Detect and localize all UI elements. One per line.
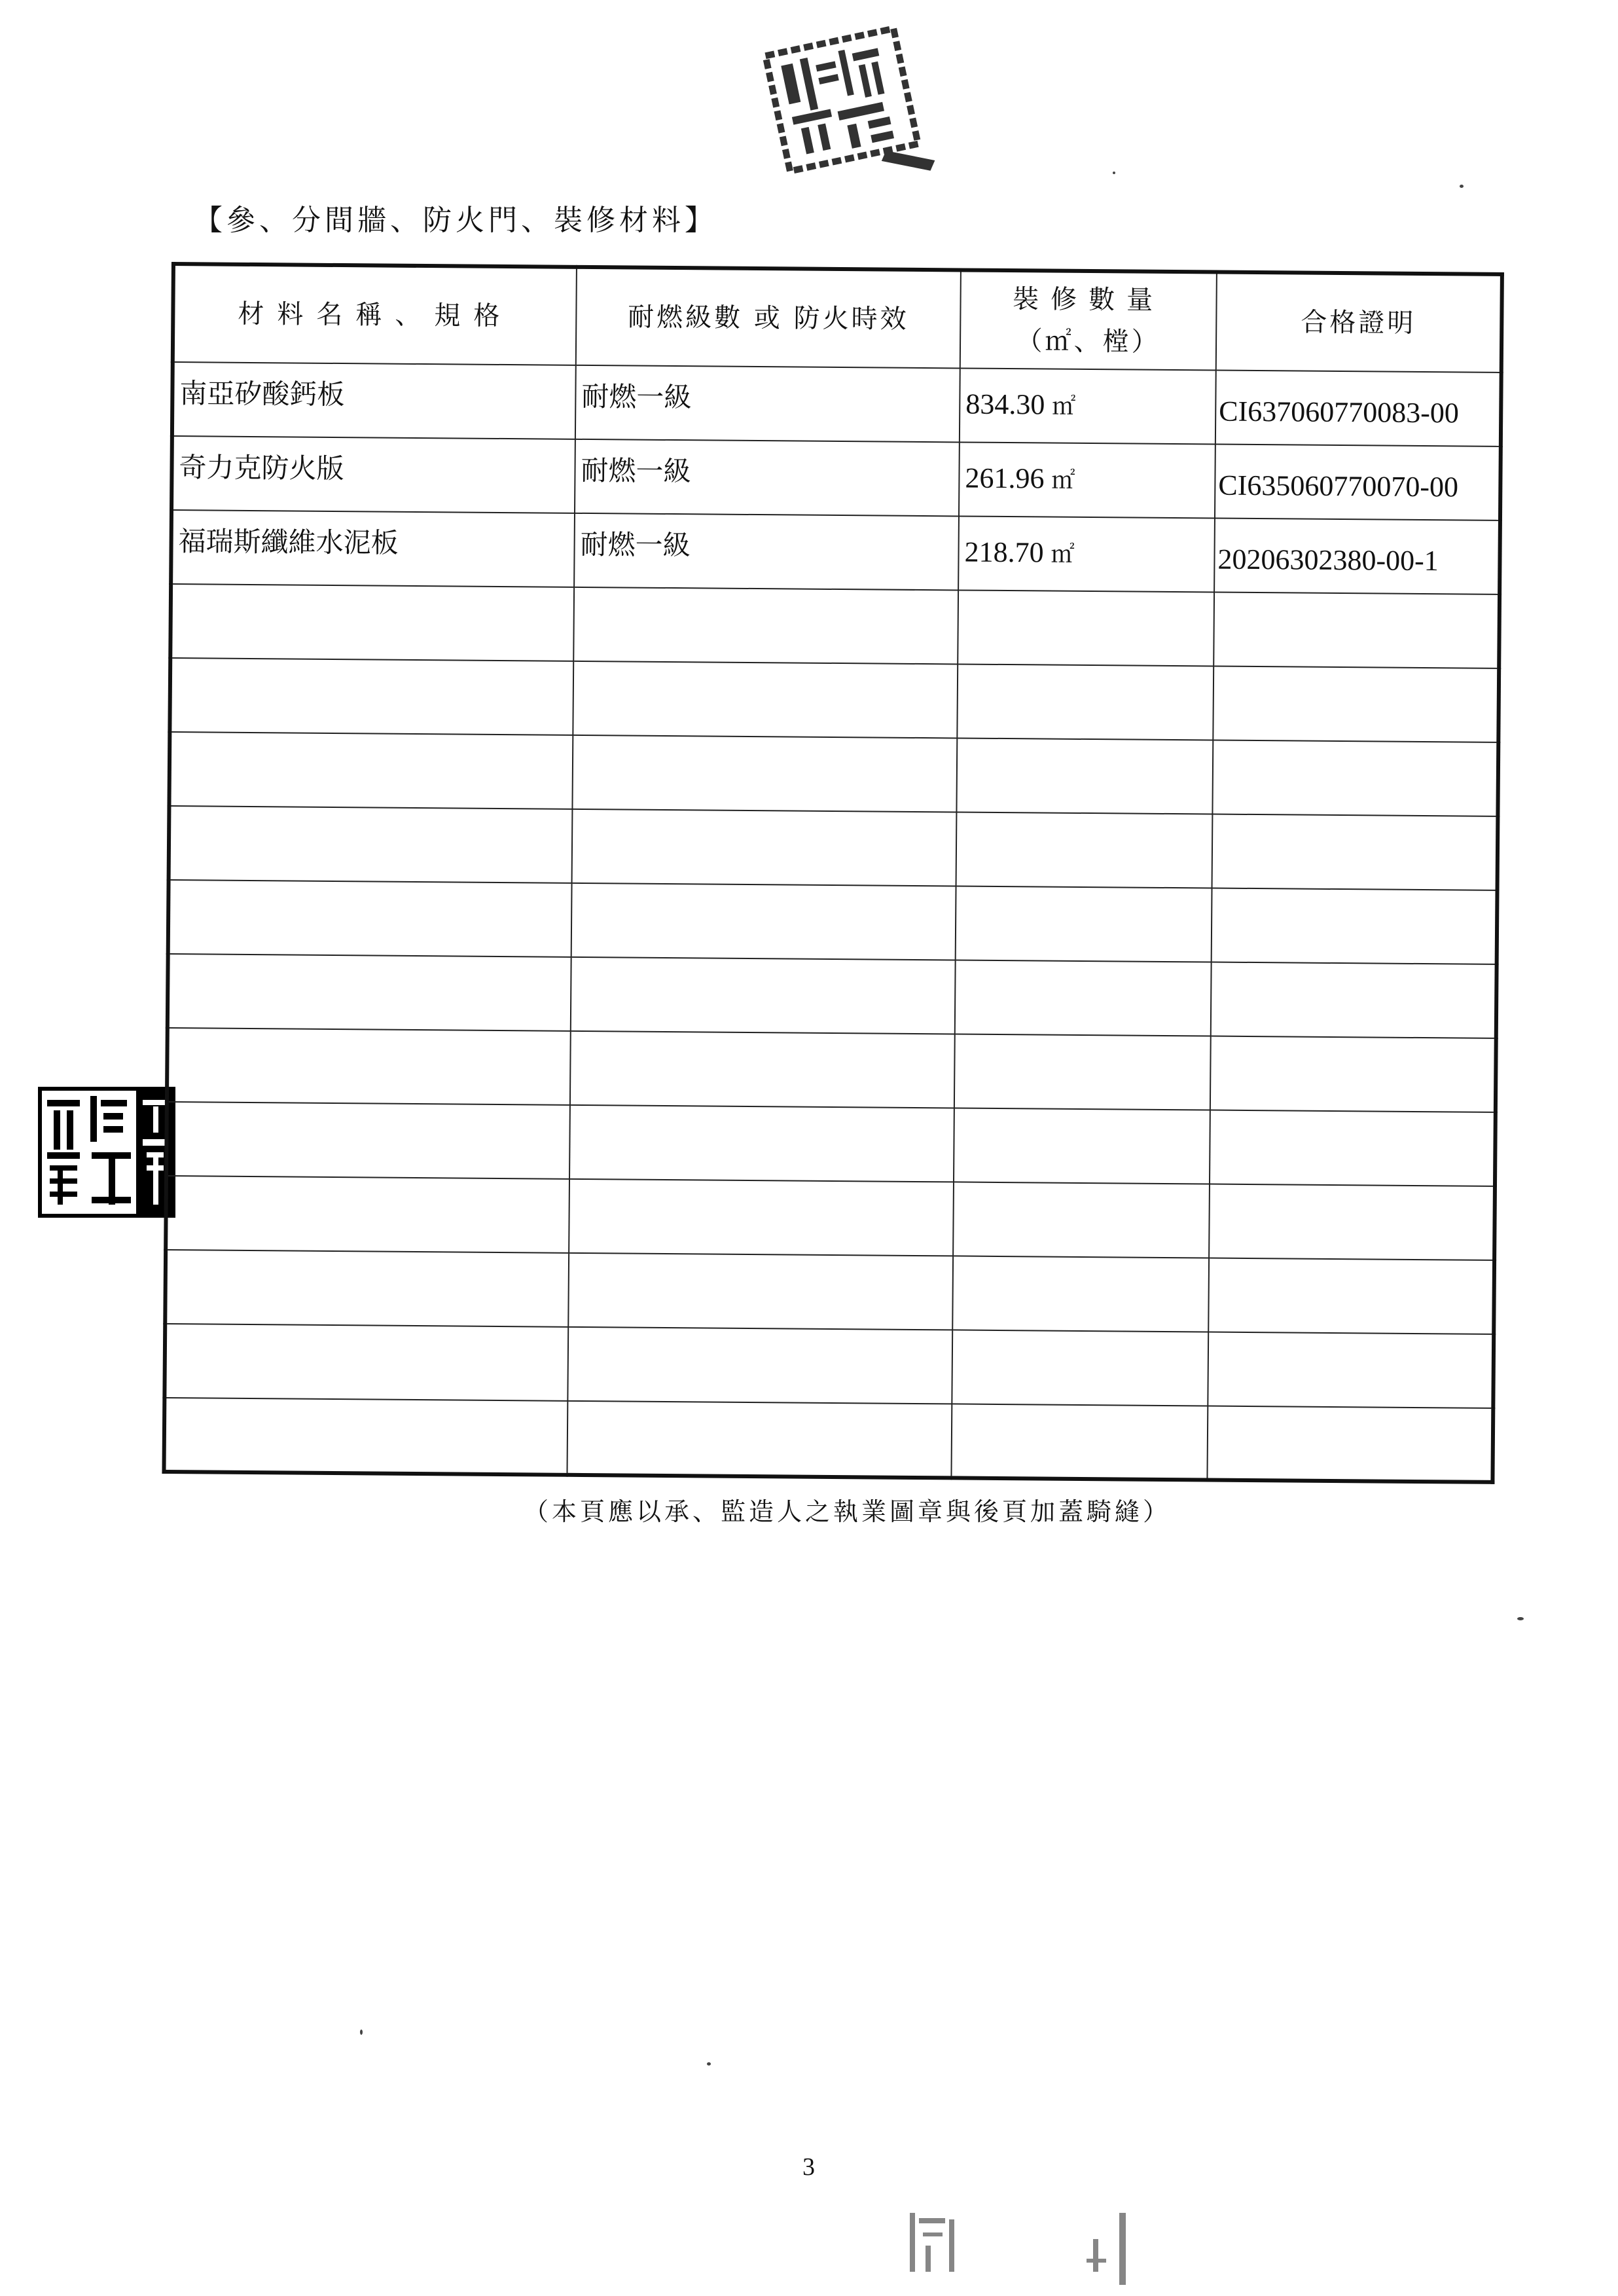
- header-fire-rating: 耐燃級數 或 防火時效: [576, 267, 961, 369]
- cell-rating: 耐燃一級: [575, 439, 960, 517]
- empty-row: [164, 1324, 1494, 1408]
- cell-rating: 耐燃一級: [574, 513, 959, 591]
- empty-cell: [956, 886, 1212, 962]
- empty-cell: [954, 1108, 1210, 1184]
- empty-cell: [573, 661, 958, 738]
- empty-cell: [568, 1253, 953, 1330]
- cell-rating: 耐燃一級: [575, 365, 960, 443]
- empty-cell: [1212, 740, 1498, 816]
- seal-stamp-icon: [737, 8, 965, 215]
- scan-speck: [360, 2030, 363, 2035]
- empty-cell: [956, 812, 1213, 888]
- seam-seal-stamp-icon: [38, 1087, 175, 1218]
- empty-cell: [166, 1102, 570, 1179]
- cell-quantity: [960, 368, 1216, 444]
- empty-cell: [956, 738, 1213, 814]
- empty-row: [168, 880, 1498, 964]
- empty-cell: [1212, 888, 1498, 964]
- empty-cell: [957, 664, 1214, 740]
- empty-cell: [1214, 592, 1500, 668]
- empty-cell: [170, 658, 573, 735]
- empty-cell: [571, 957, 956, 1034]
- empty-cell: [169, 732, 573, 809]
- empty-cell: [167, 1028, 571, 1105]
- empty-cell: [953, 1182, 1210, 1258]
- empty-cell: [1210, 1036, 1496, 1112]
- empty-cell: [952, 1256, 1209, 1332]
- empty-row: [168, 954, 1497, 1038]
- materials-sheet: [162, 262, 1522, 1477]
- scan-speck: [1460, 185, 1464, 188]
- quantity-unit: ㎡: [1052, 393, 1076, 420]
- empty-cell: [1208, 1258, 1494, 1334]
- scan-speck: [707, 2062, 711, 2066]
- scan-speck: [1113, 172, 1115, 174]
- empty-row: [167, 1028, 1496, 1112]
- empty-cell: [570, 1031, 955, 1108]
- cell-certificate: CI637060770083-00: [1215, 371, 1501, 446]
- empty-cell: [567, 1401, 952, 1478]
- empty-cell: [1208, 1332, 1494, 1408]
- empty-row: [166, 1176, 1495, 1260]
- empty-row: [166, 1102, 1496, 1186]
- page-number: 3: [802, 2153, 815, 2181]
- empty-cell: [567, 1327, 952, 1404]
- header-quantity: [960, 270, 1217, 370]
- section-title: 【參、分間牆、防火門、裝修材料】: [194, 204, 717, 237]
- empty-cell: [958, 590, 1214, 666]
- empty-row: [170, 658, 1499, 742]
- empty-cell: [572, 809, 957, 886]
- seam-seal-fragment-icon: [903, 2206, 975, 2285]
- empty-cell: [569, 1105, 954, 1182]
- empty-cell: [166, 1176, 569, 1253]
- cell-material: 福瑞斯纖維水泥板: [171, 510, 575, 587]
- header-quantity-label: 裝修數量: [1012, 284, 1165, 316]
- empty-cell: [164, 1398, 567, 1475]
- empty-cell: [168, 880, 572, 957]
- cell-certificate: 20206302380-00-1: [1214, 519, 1500, 594]
- empty-cell: [164, 1324, 568, 1401]
- empty-cell: [952, 1330, 1208, 1406]
- materials-table: [162, 262, 1503, 1484]
- empty-cell: [1211, 962, 1497, 1038]
- cell-quantity: [959, 442, 1215, 518]
- empty-cell: [569, 1179, 954, 1256]
- empty-cell: [954, 1034, 1211, 1110]
- empty-cell: [573, 587, 958, 665]
- table-row: [171, 436, 1501, 520]
- empty-cell: [572, 735, 957, 812]
- cell-quantity: [958, 516, 1215, 592]
- table-header-row: [173, 264, 1502, 373]
- table-row: [171, 510, 1500, 594]
- empty-cell: [170, 584, 574, 661]
- empty-cell: [571, 883, 956, 960]
- seam-seal-fragment-icon: [1073, 2213, 1139, 2285]
- table-row: [172, 362, 1501, 446]
- empty-cell: [1213, 666, 1499, 742]
- empty-row: [169, 732, 1498, 816]
- scan-speck: [1517, 1617, 1524, 1620]
- cell-certificate: CI635060770070-00: [1215, 445, 1501, 520]
- quantity-unit: ㎡: [1051, 541, 1075, 568]
- quantity-value: 834.30: [965, 388, 1045, 421]
- empty-cell: [1210, 1110, 1496, 1186]
- empty-cell: [1207, 1406, 1493, 1482]
- empty-cell: [955, 960, 1212, 1036]
- header-certificate: 合格證明: [1216, 272, 1502, 373]
- quantity-unit: ㎡: [1051, 467, 1075, 494]
- cell-material: 南亞矽酸鈣板: [172, 362, 576, 439]
- empty-row: [169, 806, 1498, 890]
- quantity-value: 218.70: [964, 536, 1044, 569]
- empty-row: [164, 1398, 1493, 1482]
- quantity-value: 261.96: [965, 462, 1045, 495]
- cell-material: 奇力克防火版: [171, 436, 575, 513]
- header-quantity-unit: （㎡、樘）: [1016, 326, 1160, 357]
- header-material: 材料名稱、規格: [173, 264, 577, 365]
- empty-row: [165, 1250, 1494, 1334]
- empty-cell: [169, 806, 573, 883]
- empty-row: [170, 584, 1500, 668]
- empty-cell: [1212, 814, 1498, 890]
- empty-cell: [951, 1404, 1208, 1480]
- empty-cell: [168, 954, 571, 1031]
- empty-cell: [1209, 1184, 1495, 1260]
- footnote: （本頁應以承、監造人之執業圖章與後頁加蓋騎縫）: [524, 1497, 1172, 1526]
- empty-cell: [165, 1250, 569, 1327]
